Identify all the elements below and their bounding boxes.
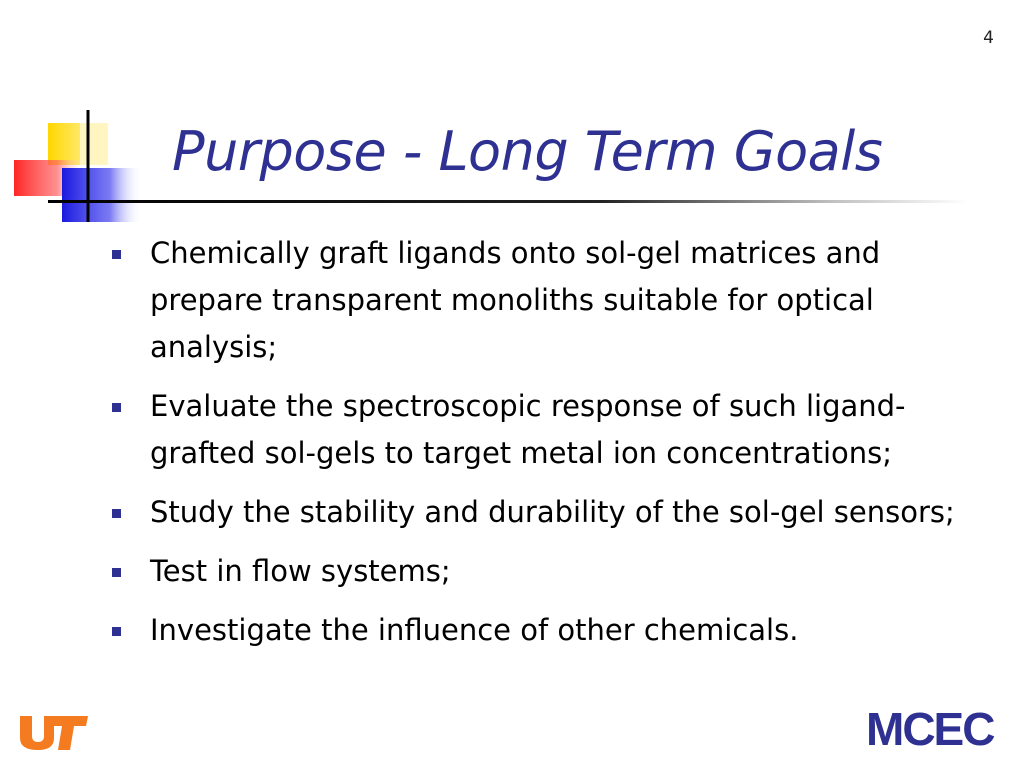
list-item xyxy=(110,548,1000,595)
bullet-square-icon xyxy=(112,403,121,412)
yellow-square-light xyxy=(80,123,108,165)
bullet-text: Evaluate the spectroscopic response of such ligand-grafted sol-gels to target metal ion concentrations; xyxy=(150,389,906,470)
ut-logo xyxy=(18,712,90,752)
blue-square xyxy=(62,168,142,222)
title-underline xyxy=(48,200,968,203)
mcec-logo xyxy=(866,705,1006,749)
bullet-square-icon xyxy=(112,250,121,259)
bullet-list xyxy=(110,230,1000,666)
list-item xyxy=(110,383,1000,477)
list-item xyxy=(110,230,1000,371)
list-item xyxy=(110,607,1000,654)
svg-text:MCEC: MCEC xyxy=(866,705,994,749)
bullet-square-icon xyxy=(112,627,121,636)
list-item xyxy=(110,489,1000,536)
bullet-text: Investigate the influence of other chemicals. xyxy=(150,613,799,647)
corner-decoration xyxy=(0,0,160,230)
bullet-square-icon xyxy=(112,568,121,577)
yellow-square xyxy=(48,123,80,165)
bullet-text: Chemically graft ligands onto sol-gel matrices and prepare transparent monoliths suitable for optical analysis; xyxy=(150,236,881,364)
bullet-square-icon xyxy=(112,509,121,518)
page-number: 4 xyxy=(983,28,994,48)
bullet-text: Study the stability and durability of the sol-gel sensors; xyxy=(150,495,955,529)
bullet-text: Test in flow systems; xyxy=(150,554,451,588)
slide-title: Purpose - Long Term Goals xyxy=(172,120,883,183)
